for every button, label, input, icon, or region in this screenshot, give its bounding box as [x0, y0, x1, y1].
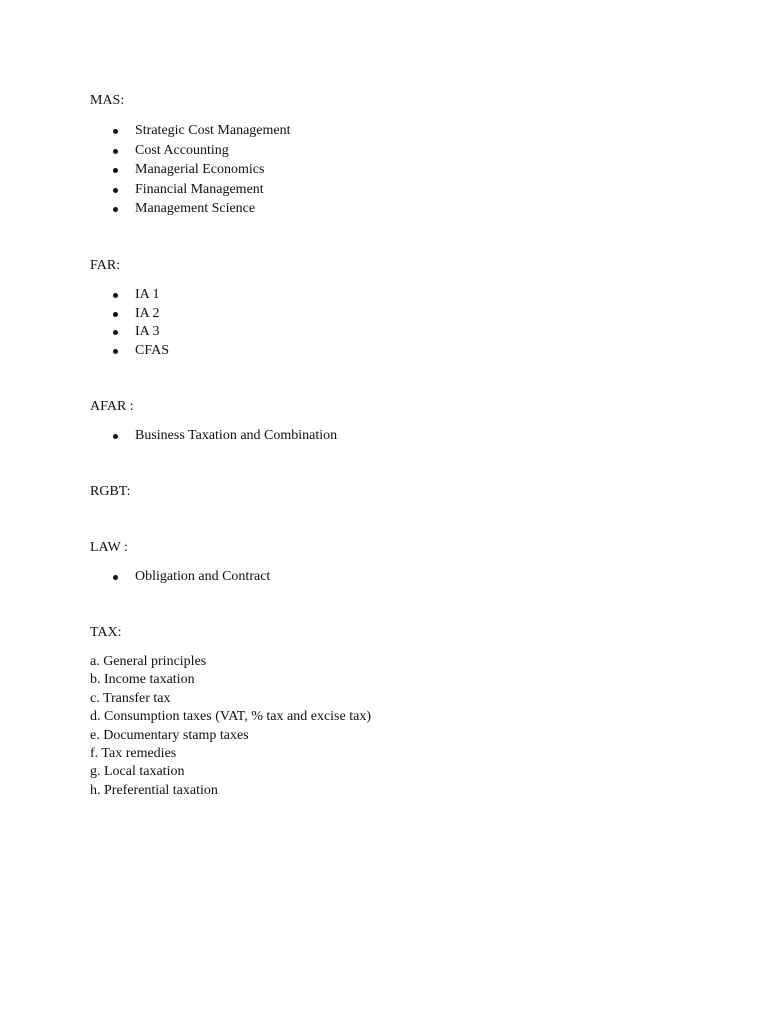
list-item: CFAS [112, 343, 169, 359]
list-item: h. Preferential taxation [90, 782, 218, 798]
section-heading-mas: MAS: [90, 93, 125, 108]
law-list [112, 569, 270, 585]
list-item: IA 3 [112, 324, 169, 340]
list-item: Management Science [112, 201, 291, 217]
list-item: Strategic Cost Management [112, 123, 291, 139]
list-item: e. Documentary stamp taxes [90, 727, 249, 743]
section-heading-law: LAW : [90, 540, 128, 555]
section-heading-far: FAR: [90, 258, 121, 273]
section-heading-rgbt: RGBT: [90, 484, 131, 499]
list-item: b. Income taxation [90, 672, 195, 688]
list-item: f. Tax remedies [90, 745, 177, 761]
section-heading-tax: TAX: [90, 625, 122, 640]
afar-list [112, 428, 337, 444]
tax-list [90, 654, 371, 799]
list-item: Managerial Economics [112, 162, 291, 178]
list-item: IA 1 [112, 287, 169, 303]
list-item: d. Consumption taxes (VAT, % tax and excise tax) [90, 709, 371, 725]
list-item: Financial Management [112, 182, 291, 198]
mas-list [112, 123, 291, 217]
list-item: Business Taxation and Combination [112, 428, 337, 444]
list-item: Obligation and Contract [112, 569, 270, 585]
list-item: c. Transfer tax [90, 690, 171, 706]
far-list [112, 287, 169, 359]
section-heading-afar: AFAR : [90, 399, 134, 414]
list-item: Cost Accounting [112, 143, 291, 159]
list-item: IA 2 [112, 306, 169, 322]
list-item: a. General principles [90, 654, 207, 669]
list-item: g. Local taxation [90, 764, 185, 780]
